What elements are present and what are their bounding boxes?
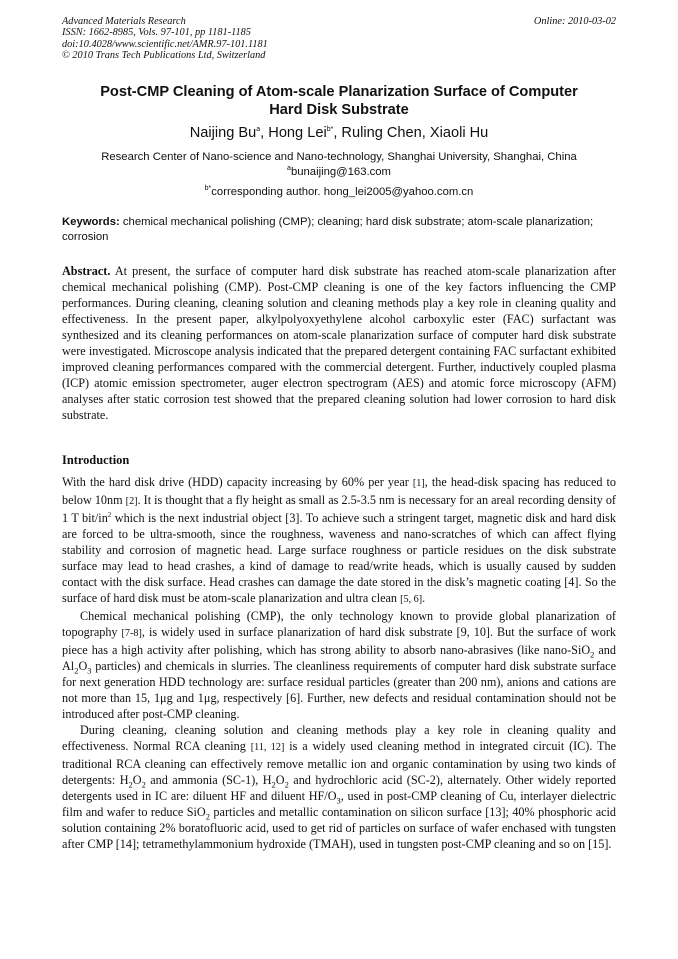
text-run: O <box>132 773 142 787</box>
corr-text[interactable]: corresponding author. hong_lei2005@yahoo.com.cn <box>211 186 474 198</box>
citation: [7-8] <box>121 628 142 639</box>
introduction-body <box>62 474 616 852</box>
citation: [5, 6] <box>400 594 423 605</box>
subscript: 2 <box>284 779 289 790</box>
citation: [2] <box>125 496 138 507</box>
citation: [1] <box>412 478 425 489</box>
issn-line: ISSN: 1662-8985, Vols. 97-101, pp 1181-1185 <box>62 27 251 39</box>
email-a-sup: a <box>287 165 291 173</box>
corresponding-author <box>62 185 616 199</box>
subscript: 3 <box>87 665 92 676</box>
subscript: 2 <box>590 649 595 660</box>
keywords <box>62 215 616 245</box>
text-run: With the hard disk drive (HDD) capacity increasing by 60% per year <box>62 475 413 489</box>
intro-paragraph-2 <box>62 608 616 722</box>
corr-sup: b* <box>204 185 212 193</box>
text-run: , is widely used in surface planarization of hard disk substrate [9, 10]. But the surface of work piece has a high activity after polishing, which has strong ability to absorb nano-abrasives (like nano-SiO <box>62 625 616 657</box>
intro-paragraph-3 <box>62 722 616 852</box>
affiliation: Research Center of Nano-science and Nano-technology, Shanghai University, Shanghai, China <box>101 151 577 163</box>
text-run: particles and metallic contamination on silicon surface [13]; 40% phosphoric acid solution containing 2% boratofluoric acid, used to get rid of particles on surface of wafer enchased with tungsten after CMP [14]; tetramethylammonium hydroxide (TMAH), used in tungsten post-CMP cleaning and so on [15]. <box>62 805 616 851</box>
section-heading-introduction: Introduction <box>62 453 130 467</box>
authors-rest: , Ruling Chen, Xiaoli Hu <box>333 125 489 141</box>
keywords-text: chemical mechanical polishing (CMP); cleaning; hard disk substrate; atom-scale planarization; corrosion <box>62 216 594 243</box>
text-run: which is the next industrial object [3]. To achieve such a stringent target, magnetic disk and hard disk are forced to be ultra-smooth, since the roughness, waveness and nano-scratches of which can affect flying stability and corrosion of magnetic head. Large surface roughness or particle residues on the disk substrate surface may lead to head crashes, a kind of damage to read/write heads, which is usually caused by sudden contact with the disk surface. Head crashes can damage the date stored in the disk’s magnetic coating [4]. So the surface of hard disk must be atom-scale planarization and ultra clean <box>62 511 616 605</box>
citation: [11, 12] <box>250 742 285 753</box>
text-run: , used in post-CMP cleaning of Cu, interlayer dielectric film and wafer to reduce SiO <box>62 789 616 819</box>
abstract-text: At present, the surface of computer hard disk substrate has reached atom-scale planarization after chemical mechanical polishing (CMP). Post-CMP cleaning is one of the key factors influencing the CMP performances. During cleaning, cleaning solution and cleaning methods play a key role in cleaning quality and effectiveness. In the present paper, alkylpolyoxyethylene alcohol carboxylic ester (FAC) surfactant was synthesized and its cleaning performances on atom-scale planarization surface of computer hard disk substrate were investigated. Microscope analysis indicated that the prepared detergent containing FAC surfactant exhibited improved cleaning performances compared with the commercial detergent. Further, inductively coupled plasma (ICP) atomic emission spectrometer, auger electron spectrogram (AES) and atomic force microscopy (AFM) analyses after static corrosion test showed that the prepared cleaning solution had lower corrosion to hard disk substrate. <box>62 264 616 422</box>
keywords-label: Keywords: <box>62 216 120 228</box>
author-1-sup: a <box>256 126 261 134</box>
text-run: During cleaning, cleaning solution and cleaning methods play a key role in cleaning quality and effectiveness. Normal RCA cleaning <box>62 723 616 753</box>
text-run: . It is thought that a fly height as small as 2.5-3.5 nm is necessary for an areal recording density of 1 T bit/in <box>62 493 616 525</box>
text-run: is a widely used cleaning method in integrated circuit (IC). The traditional RCA cleaning can effectively remove metallic ion and organic contamination by using two kinds of detergents: H <box>62 739 616 787</box>
journal-name: Advanced Materials Research <box>62 16 186 27</box>
author-2-sup: b* <box>326 126 334 134</box>
email-a-text[interactable]: bunaijing@163.com <box>290 166 391 178</box>
email-a <box>62 165 616 179</box>
intro-paragraph-1 <box>62 474 616 608</box>
doi-line: doi:10.4028/www.scientific.net/AMR.97-101.1181 <box>62 38 268 50</box>
title-line-2: Hard Disk Substrate <box>269 102 409 118</box>
superscript: 2 <box>107 510 112 519</box>
subscript: 2 <box>74 665 79 676</box>
online-date: Online: 2010-03-02 <box>533 16 616 27</box>
text-run: O <box>78 659 88 673</box>
subscript: 2 <box>141 779 146 790</box>
subscript: 2 <box>205 811 210 822</box>
copyright-line: © 2010 Trans Tech Publications Ltd, Switzerland <box>62 50 266 62</box>
subscript: 3 <box>336 795 341 806</box>
subscript: 2 <box>271 779 276 790</box>
title-line-1: Post-CMP Cleaning of Atom-scale Planarization Surface of Computer <box>100 84 578 100</box>
text-run: . <box>422 591 426 605</box>
author-list <box>62 124 616 142</box>
text-run: Chemical mechanical polishing (CMP), the only technology known to provide global planarization of topography <box>62 609 616 639</box>
text-run: and ammonia (SC-1), H <box>145 773 272 787</box>
text-run: and hydrochloric acid (SC-2), alternately. Other widely reported detergents used in IC are: diluent HF and diluent HF/O <box>62 773 616 803</box>
text-run: and Al <box>62 643 616 673</box>
paper-title <box>62 83 616 119</box>
journal-header <box>62 16 462 62</box>
abstract <box>62 263 616 423</box>
text-run: , the head-disk spacing has reduced to below 10nm <box>62 475 616 507</box>
text-run: particles) and chemicals in slurries. The cleanliness requirements of computer hard disk substrate surface for next generation HDD technology are: surface residual particles (greater than 200 nm), anions and cations are not more than 15, 1μg and 1μg, respectively [6]. Further, new defects and residual contamination should not be introduced after post-CMP cleaning. <box>62 659 616 721</box>
author-1: Naijing Bu <box>189 125 257 141</box>
author-2: , Hong Lei <box>260 125 327 141</box>
abstract-label: Abstract. <box>62 264 111 278</box>
text-run: O <box>275 773 285 787</box>
subscript: 2 <box>128 779 133 790</box>
